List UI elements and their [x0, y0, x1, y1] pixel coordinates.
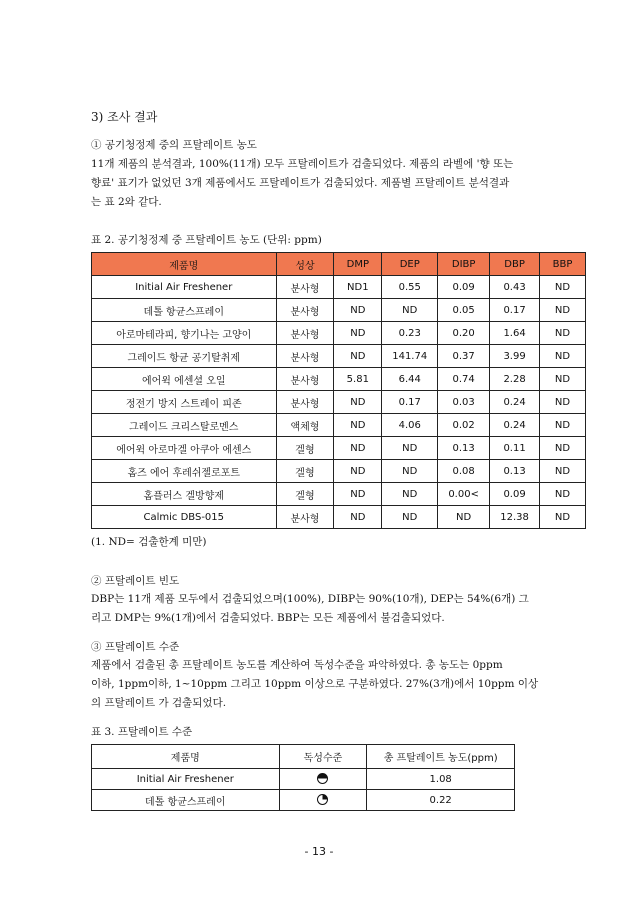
cell-dep: 0.17	[382, 391, 438, 414]
cell-dep: ND	[382, 437, 438, 460]
cell-dbp: 0.09	[490, 483, 540, 506]
table-row	[92, 483, 586, 506]
table-row	[92, 460, 586, 483]
page-number: - 13 -	[304, 845, 334, 858]
header-product-name: 제품명	[92, 253, 277, 276]
cell-bbp: ND	[540, 414, 586, 437]
cell-dibp: 0.03	[438, 391, 490, 414]
cell-dep: 141.74	[382, 345, 438, 368]
cell-dmp: ND	[334, 437, 382, 460]
cell-toxicity-level	[279, 790, 367, 811]
table-3	[91, 744, 515, 811]
cell-dbp: 12.38	[490, 506, 540, 529]
cell-bbp: ND	[540, 276, 586, 299]
table-row	[92, 345, 586, 368]
cell-dep: 0.55	[382, 276, 438, 299]
cell-product-name: 아로마테라피, 향기나는 고양이	[92, 322, 277, 345]
cell-total-concentration: 1.08	[367, 769, 515, 790]
cell-toxicity-level	[279, 769, 367, 790]
table-2	[91, 252, 586, 529]
cell-dmp: ND	[334, 506, 382, 529]
section-heading: 3) 조사 결과	[91, 110, 158, 124]
header-product-name: 제품명	[92, 745, 280, 769]
cell-dmp: 5.81	[334, 368, 382, 391]
cell-bbp: ND	[540, 506, 586, 529]
table-row	[92, 437, 586, 460]
cell-dep: 6.44	[382, 368, 438, 391]
table-row	[92, 790, 515, 811]
cell-product-name: 홈플러스 겔방향제	[92, 483, 277, 506]
cell-dep: ND	[382, 299, 438, 322]
cell-form: 겔형	[276, 437, 334, 460]
cell-form: 겔형	[276, 483, 334, 506]
table-row	[92, 368, 586, 391]
cell-dmp: ND	[334, 460, 382, 483]
cell-dibp: 0.09	[438, 276, 490, 299]
cell-dep: ND	[382, 506, 438, 529]
cell-dibp: 0.20	[438, 322, 490, 345]
cell-product-name: 홈즈 에어 후레쉬젤로포트	[92, 460, 277, 483]
table-2-note: (1. ND= 검출한계 미만)	[91, 536, 207, 548]
header-total-concentration: 총 프탈레이트 농도(ppm)	[367, 745, 515, 769]
subsection-1-title: ① 공기청정제 중의 프탈레이트 농도	[91, 139, 257, 151]
table-row	[92, 506, 586, 529]
cell-dmp: ND	[334, 483, 382, 506]
table-row	[92, 276, 586, 299]
subsection-2-title: ② 프탈레이트 빈도	[91, 575, 180, 587]
cell-dbp: 0.17	[490, 299, 540, 322]
cell-bbp: ND	[540, 368, 586, 391]
subsection-3-title: ③ 프탈레이트 수준	[91, 641, 180, 653]
cell-form: 분사형	[276, 391, 334, 414]
subsection-1-paragraph	[91, 155, 561, 212]
cell-dibp: 0.13	[438, 437, 490, 460]
cell-dbp: 0.43	[490, 276, 540, 299]
paragraph-line: 이하, 1ppm이하, 1~10ppm 그리고 10ppm 이상으로 구분하였다. 27%(3개)에서 10ppm 이상	[91, 678, 539, 690]
paragraph-line: 의 프탈레이트 가 검출되었다.	[91, 697, 227, 709]
cell-dmp: ND	[334, 414, 382, 437]
cell-dibp: 0.02	[438, 414, 490, 437]
cell-form: 액체형	[276, 414, 334, 437]
cell-bbp: ND	[540, 460, 586, 483]
paragraph-line: 11개 제품의 분석결과, 100%(11개) 모두 프탈레이트가 검출되었다. 제품의 라벨에 '향 또는	[91, 158, 514, 170]
paragraph-line: 향료' 표기가 없었던 3개 제품에서도 프탈레이트가 검출되었다. 제품별 프탈레이트 분석결과	[91, 177, 510, 189]
paragraph-line: DBP는 11개 제품 모두에서 검출되었으며(100%), DIBP는 90%(10개), DEP는 54%(6개) 그	[91, 593, 529, 605]
subsection-2-paragraph	[91, 590, 561, 628]
cell-dep: 4.06	[382, 414, 438, 437]
cell-dbp: 0.24	[490, 391, 540, 414]
quarter-filled-circle-icon	[317, 794, 328, 805]
cell-dbp: 0.13	[490, 460, 540, 483]
cell-dmp: ND	[334, 345, 382, 368]
cell-dmp: ND	[334, 299, 382, 322]
cell-dbp: 0.24	[490, 414, 540, 437]
header-bbp: BBP	[540, 253, 586, 276]
table-row	[92, 769, 515, 790]
table-3-caption: 표 3. 프탈레이트 수준	[91, 726, 193, 738]
cell-bbp: ND	[540, 483, 586, 506]
cell-dmp: ND	[334, 391, 382, 414]
cell-dibp: 0.00<	[438, 483, 490, 506]
header-toxicity-level: 독성수준	[279, 745, 367, 769]
cell-dbp: 1.64	[490, 322, 540, 345]
paragraph-line: 제품에서 검출된 총 프탈레이트 농도를 계산하여 독성수준을 파악하였다. 총 농도는 0ppm	[91, 659, 503, 671]
cell-form: 겔형	[276, 460, 334, 483]
cell-product-name: 에어윅 아로마겔 아쿠아 에센스	[92, 437, 277, 460]
cell-dbp: 2.28	[490, 368, 540, 391]
half-filled-circle-icon	[317, 773, 328, 784]
table-row	[92, 322, 586, 345]
cell-dibp: 0.05	[438, 299, 490, 322]
subsection-3-paragraph	[91, 656, 561, 713]
cell-total-concentration: 0.22	[367, 790, 515, 811]
table-2-caption: 표 2. 공기청정제 중 프탈레이트 농도 (단위: ppm)	[91, 234, 322, 246]
cell-bbp: ND	[540, 437, 586, 460]
header-dibp: DIBP	[438, 253, 490, 276]
table-row	[92, 414, 586, 437]
cell-bbp: ND	[540, 345, 586, 368]
cell-form: 분사형	[276, 276, 334, 299]
cell-dmp: ND	[334, 322, 382, 345]
cell-bbp: ND	[540, 322, 586, 345]
table-3-header-row	[92, 745, 515, 769]
table-row	[92, 391, 586, 414]
table-2-header-row	[92, 253, 586, 276]
cell-form: 분사형	[276, 368, 334, 391]
cell-dep: ND	[382, 460, 438, 483]
cell-form: 분사형	[276, 322, 334, 345]
cell-product-name: 에어윅 에센셜 오일	[92, 368, 277, 391]
table-row	[92, 299, 586, 322]
cell-product-name: 그레이드 항균 공기탈취제	[92, 345, 277, 368]
cell-product-name: 데톨 항균스프레이	[92, 299, 277, 322]
cell-dibp: ND	[438, 506, 490, 529]
cell-dibp: 0.37	[438, 345, 490, 368]
cell-bbp: ND	[540, 391, 586, 414]
cell-product-name: Initial Air Freshener	[92, 276, 277, 299]
header-form: 성상	[276, 253, 334, 276]
cell-dep: ND	[382, 483, 438, 506]
cell-form: 분사형	[276, 506, 334, 529]
cell-product-name: Calmic DBS-015	[92, 506, 277, 529]
cell-bbp: ND	[540, 299, 586, 322]
cell-form: 분사형	[276, 345, 334, 368]
cell-product-name: 데톨 항균스프레이	[92, 790, 280, 811]
cell-dibp: 0.08	[438, 460, 490, 483]
paragraph-line: 리고 DMP는 9%(1개)에서 검출되었다. BBP는 모든 제품에서 불검출되었다.	[91, 612, 445, 624]
paragraph-line: 는 표 2와 같다.	[91, 196, 162, 208]
header-dep: DEP	[382, 253, 438, 276]
cell-product-name: 정전기 방지 스트레이 피존	[92, 391, 277, 414]
cell-dbp: 3.99	[490, 345, 540, 368]
cell-product-name: 그레이드 크리스탈로멘스	[92, 414, 277, 437]
header-dmp: DMP	[334, 253, 382, 276]
cell-form: 분사형	[276, 299, 334, 322]
cell-dibp: 0.74	[438, 368, 490, 391]
cell-dbp: 0.11	[490, 437, 540, 460]
cell-dmp: ND1	[334, 276, 382, 299]
header-dbp: DBP	[490, 253, 540, 276]
cell-product-name: Initial Air Freshener	[92, 769, 280, 790]
cell-dep: 0.23	[382, 322, 438, 345]
